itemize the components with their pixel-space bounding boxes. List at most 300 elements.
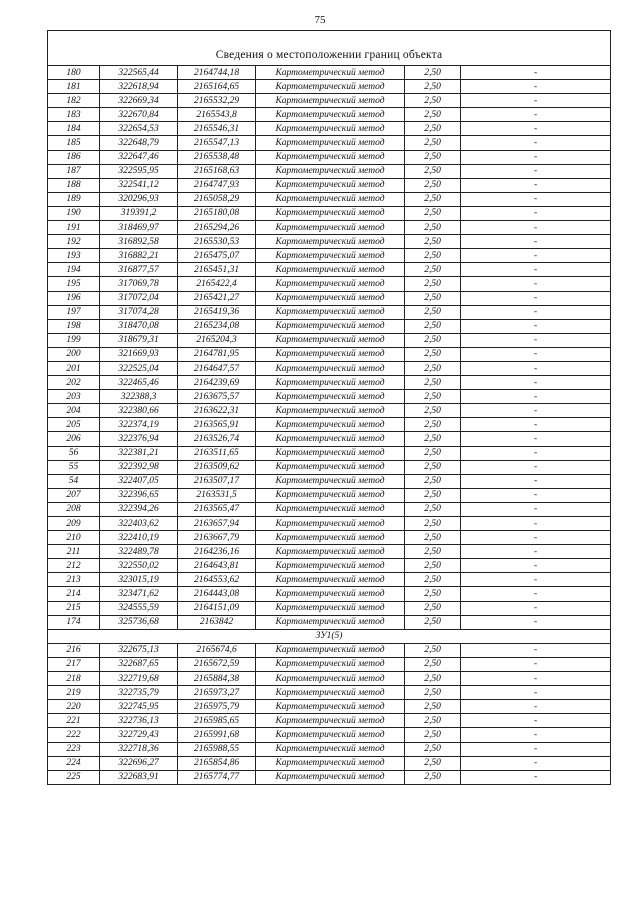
point-number-cell: 196: [48, 291, 100, 305]
point-number-cell: 199: [48, 333, 100, 347]
x-coordinate-cell: 322729,43: [100, 728, 178, 742]
y-coordinate-cell: 2165532,29: [178, 94, 256, 108]
x-coordinate-cell: 322696,27: [100, 756, 178, 770]
table-row: [48, 136, 611, 150]
y-coordinate-cell: 2165543,8: [178, 108, 256, 122]
table-title: Сведения о местоположении границ объекта: [48, 31, 611, 66]
precision-cell: 2,50: [405, 164, 461, 178]
method-cell: Картометрический метод: [256, 94, 405, 108]
precision-cell: 2,50: [405, 390, 461, 404]
y-coordinate-cell: 2165421,27: [178, 291, 256, 305]
y-coordinate-cell: 2165451,31: [178, 263, 256, 277]
point-number-cell: 55: [48, 460, 100, 474]
x-coordinate-cell: 322654,53: [100, 122, 178, 136]
table-row: [48, 263, 611, 277]
x-coordinate-cell: 317074,28: [100, 305, 178, 319]
method-cell: Картометрический метод: [256, 319, 405, 333]
description-cell: -: [461, 601, 611, 615]
description-cell: -: [461, 418, 611, 432]
precision-cell: 2,50: [405, 531, 461, 545]
table-row: [48, 531, 611, 545]
description-cell: -: [461, 164, 611, 178]
precision-cell: 2,50: [405, 545, 461, 559]
table-row: [48, 277, 611, 291]
section-row: [48, 629, 611, 643]
table-row: [48, 108, 611, 122]
point-number-cell: 192: [48, 235, 100, 249]
description-cell: -: [461, 347, 611, 361]
table-row: [48, 122, 611, 136]
x-coordinate-cell: 322595,95: [100, 164, 178, 178]
x-coordinate-cell: 322403,62: [100, 517, 178, 531]
x-coordinate-cell: 322618,94: [100, 80, 178, 94]
boundary-table-container: [47, 30, 610, 785]
table-row: [48, 150, 611, 164]
method-cell: Картометрический метод: [256, 347, 405, 361]
precision-cell: 2,50: [405, 66, 461, 80]
point-number-cell: 205: [48, 418, 100, 432]
description-cell: -: [461, 192, 611, 206]
x-coordinate-cell: 322736,13: [100, 714, 178, 728]
description-cell: -: [461, 460, 611, 474]
description-cell: -: [461, 94, 611, 108]
y-coordinate-cell: 2165973,27: [178, 686, 256, 700]
boundary-points-table: [47, 30, 611, 785]
method-cell: Картометрический метод: [256, 66, 405, 80]
y-coordinate-cell: 2165774,77: [178, 770, 256, 784]
x-coordinate-cell: 323015,19: [100, 573, 178, 587]
table-row: [48, 376, 611, 390]
description-cell: -: [461, 122, 611, 136]
table-row: [48, 502, 611, 516]
precision-cell: 2,50: [405, 615, 461, 629]
y-coordinate-cell: 2164443,08: [178, 587, 256, 601]
precision-cell: 2,50: [405, 770, 461, 784]
description-cell: -: [461, 686, 611, 700]
x-coordinate-cell: 322565,44: [100, 66, 178, 80]
method-cell: Картометрический метод: [256, 235, 405, 249]
description-cell: -: [461, 573, 611, 587]
method-cell: Картометрический метод: [256, 418, 405, 432]
description-cell: -: [461, 700, 611, 714]
y-coordinate-cell: 2163526,74: [178, 432, 256, 446]
y-coordinate-cell: 2164553,62: [178, 573, 256, 587]
y-coordinate-cell: 2163667,79: [178, 531, 256, 545]
method-cell: Картометрический метод: [256, 150, 405, 164]
description-cell: -: [461, 488, 611, 502]
point-number-cell: 208: [48, 502, 100, 516]
description-cell: -: [461, 305, 611, 319]
x-coordinate-cell: 322376,94: [100, 432, 178, 446]
point-number-cell: 187: [48, 164, 100, 178]
x-coordinate-cell: 322669,34: [100, 94, 178, 108]
y-coordinate-cell: 2165419,36: [178, 305, 256, 319]
y-coordinate-cell: 2163657,94: [178, 517, 256, 531]
method-cell: Картометрический метод: [256, 432, 405, 446]
x-coordinate-cell: 322410,19: [100, 531, 178, 545]
y-coordinate-cell: 2165164,65: [178, 80, 256, 94]
method-cell: Картометрический метод: [256, 488, 405, 502]
x-coordinate-cell: 321669,93: [100, 347, 178, 361]
point-number-cell: 217: [48, 657, 100, 671]
description-cell: -: [461, 615, 611, 629]
precision-cell: 2,50: [405, 263, 461, 277]
method-cell: Картометрический метод: [256, 122, 405, 136]
y-coordinate-cell: 2163511,65: [178, 446, 256, 460]
description-cell: -: [461, 291, 611, 305]
description-cell: -: [461, 333, 611, 347]
point-number-cell: 174: [48, 615, 100, 629]
table-row: [48, 573, 611, 587]
method-cell: Картометрический метод: [256, 305, 405, 319]
description-cell: -: [461, 770, 611, 784]
y-coordinate-cell: 2165674,6: [178, 643, 256, 657]
method-cell: Картометрический метод: [256, 108, 405, 122]
y-coordinate-cell: 2163565,91: [178, 418, 256, 432]
y-coordinate-cell: 2165180,08: [178, 206, 256, 220]
table-row: [48, 714, 611, 728]
x-coordinate-cell: 317069,78: [100, 277, 178, 291]
y-coordinate-cell: 2163622,31: [178, 404, 256, 418]
description-cell: -: [461, 178, 611, 192]
precision-cell: 2,50: [405, 657, 461, 671]
precision-cell: 2,50: [405, 235, 461, 249]
table-row: [48, 347, 611, 361]
x-coordinate-cell: 322647,46: [100, 150, 178, 164]
table-row: [48, 559, 611, 573]
precision-cell: 2,50: [405, 319, 461, 333]
method-cell: Картометрический метод: [256, 206, 405, 220]
precision-cell: 2,50: [405, 108, 461, 122]
description-cell: -: [461, 559, 611, 573]
method-cell: Картометрический метод: [256, 502, 405, 516]
x-coordinate-cell: 322374,19: [100, 418, 178, 432]
description-cell: -: [461, 108, 611, 122]
point-number-cell: 181: [48, 80, 100, 94]
x-coordinate-cell: 324555,59: [100, 601, 178, 615]
table-row: [48, 206, 611, 220]
x-coordinate-cell: 322735,79: [100, 686, 178, 700]
x-coordinate-cell: 322675,13: [100, 643, 178, 657]
x-coordinate-cell: 322465,46: [100, 376, 178, 390]
precision-cell: 2,50: [405, 418, 461, 432]
description-cell: -: [461, 361, 611, 375]
point-number-cell: 204: [48, 404, 100, 418]
point-number-cell: 224: [48, 756, 100, 770]
point-number-cell: 222: [48, 728, 100, 742]
method-cell: Картометрический метод: [256, 164, 405, 178]
description-cell: -: [461, 474, 611, 488]
method-cell: Картометрический метод: [256, 361, 405, 375]
precision-cell: 2,50: [405, 150, 461, 164]
y-coordinate-cell: 2163509,62: [178, 460, 256, 474]
x-coordinate-cell: 322525,04: [100, 361, 178, 375]
point-number-cell: 183: [48, 108, 100, 122]
y-coordinate-cell: 2165991,68: [178, 728, 256, 742]
description-cell: -: [461, 390, 611, 404]
description-cell: -: [461, 277, 611, 291]
precision-cell: 2,50: [405, 756, 461, 770]
precision-cell: 2,50: [405, 601, 461, 615]
title-row: [48, 31, 611, 66]
y-coordinate-cell: 2163507,17: [178, 474, 256, 488]
y-coordinate-cell: 2165294,26: [178, 221, 256, 235]
description-cell: -: [461, 235, 611, 249]
point-number-cell: 221: [48, 714, 100, 728]
y-coordinate-cell: 2165530,53: [178, 235, 256, 249]
table-row: [48, 545, 611, 559]
table-row: [48, 305, 611, 319]
point-number-cell: 182: [48, 94, 100, 108]
y-coordinate-cell: 2165985,65: [178, 714, 256, 728]
method-cell: Картометрический метод: [256, 263, 405, 277]
x-coordinate-cell: 322407,05: [100, 474, 178, 488]
y-coordinate-cell: 2165234,08: [178, 319, 256, 333]
point-number-cell: 197: [48, 305, 100, 319]
point-number-cell: 218: [48, 672, 100, 686]
point-number-cell: 191: [48, 221, 100, 235]
y-coordinate-cell: 2164239,69: [178, 376, 256, 390]
y-coordinate-cell: 2164744,18: [178, 66, 256, 80]
point-number-cell: 194: [48, 263, 100, 277]
method-cell: Картометрический метод: [256, 192, 405, 206]
table-row: [48, 587, 611, 601]
method-cell: Картометрический метод: [256, 615, 405, 629]
precision-cell: 2,50: [405, 305, 461, 319]
x-coordinate-cell: 322381,21: [100, 446, 178, 460]
y-coordinate-cell: 2165547,13: [178, 136, 256, 150]
point-number-cell: 203: [48, 390, 100, 404]
precision-cell: 2,50: [405, 80, 461, 94]
x-coordinate-cell: 318470,08: [100, 319, 178, 333]
method-cell: Картометрический метод: [256, 756, 405, 770]
precision-cell: 2,50: [405, 206, 461, 220]
y-coordinate-cell: 2165058,29: [178, 192, 256, 206]
y-coordinate-cell: 2165854,86: [178, 756, 256, 770]
x-coordinate-cell: 320296,93: [100, 192, 178, 206]
table-row: [48, 643, 611, 657]
description-cell: -: [461, 643, 611, 657]
x-coordinate-cell: 322719,68: [100, 672, 178, 686]
y-coordinate-cell: 2164747,93: [178, 178, 256, 192]
table-body: [48, 31, 611, 785]
method-cell: Картометрический метод: [256, 390, 405, 404]
description-cell: -: [461, 319, 611, 333]
x-coordinate-cell: 322718,36: [100, 742, 178, 756]
description-cell: -: [461, 672, 611, 686]
precision-cell: 2,50: [405, 686, 461, 700]
x-coordinate-cell: 322683,91: [100, 770, 178, 784]
point-number-cell: 190: [48, 206, 100, 220]
precision-cell: 2,50: [405, 742, 461, 756]
method-cell: Картометрический метод: [256, 136, 405, 150]
precision-cell: 2,50: [405, 404, 461, 418]
y-coordinate-cell: 2165538,48: [178, 150, 256, 164]
x-coordinate-cell: 322396,65: [100, 488, 178, 502]
point-number-cell: 56: [48, 446, 100, 460]
method-cell: Картометрический метод: [256, 601, 405, 615]
method-cell: Картометрический метод: [256, 643, 405, 657]
description-cell: -: [461, 517, 611, 531]
point-number-cell: 189: [48, 192, 100, 206]
table-row: [48, 390, 611, 404]
method-cell: Картометрический метод: [256, 333, 405, 347]
point-number-cell: 202: [48, 376, 100, 390]
table-row: [48, 94, 611, 108]
method-cell: Картометрический метод: [256, 686, 405, 700]
point-number-cell: 195: [48, 277, 100, 291]
method-cell: Картометрический метод: [256, 728, 405, 742]
description-cell: -: [461, 714, 611, 728]
y-coordinate-cell: 2165204,3: [178, 333, 256, 347]
table-row: [48, 249, 611, 263]
precision-cell: 2,50: [405, 559, 461, 573]
precision-cell: 2,50: [405, 573, 461, 587]
precision-cell: 2,50: [405, 221, 461, 235]
table-row: [48, 460, 611, 474]
point-number-cell: 54: [48, 474, 100, 488]
method-cell: Картометрический метод: [256, 700, 405, 714]
method-cell: Картометрический метод: [256, 221, 405, 235]
point-number-cell: 201: [48, 361, 100, 375]
method-cell: Картометрический метод: [256, 277, 405, 291]
x-coordinate-cell: 318679,31: [100, 333, 178, 347]
x-coordinate-cell: 316892,58: [100, 235, 178, 249]
table-row: [48, 657, 611, 671]
description-cell: -: [461, 728, 611, 742]
precision-cell: 2,50: [405, 291, 461, 305]
page-number: 75: [314, 14, 326, 26]
x-coordinate-cell: 322648,79: [100, 136, 178, 150]
x-coordinate-cell: 319391,2: [100, 206, 178, 220]
precision-cell: 2,50: [405, 277, 461, 291]
table-row: [48, 672, 611, 686]
y-coordinate-cell: 2164647,57: [178, 361, 256, 375]
x-coordinate-cell: 322388,3: [100, 390, 178, 404]
table-row: [48, 488, 611, 502]
precision-cell: 2,50: [405, 249, 461, 263]
table-row: [48, 361, 611, 375]
y-coordinate-cell: 2163842: [178, 615, 256, 629]
precision-cell: 2,50: [405, 517, 461, 531]
point-number-cell: 188: [48, 178, 100, 192]
precision-cell: 2,50: [405, 643, 461, 657]
table-row: [48, 80, 611, 94]
precision-cell: 2,50: [405, 122, 461, 136]
y-coordinate-cell: 2163675,57: [178, 390, 256, 404]
table-row: [48, 404, 611, 418]
point-number-cell: 215: [48, 601, 100, 615]
method-cell: Картометрический метод: [256, 404, 405, 418]
precision-cell: 2,50: [405, 460, 461, 474]
method-cell: Картометрический метод: [256, 573, 405, 587]
x-coordinate-cell: 318469,97: [100, 221, 178, 235]
precision-cell: 2,50: [405, 361, 461, 375]
method-cell: Картометрический метод: [256, 291, 405, 305]
y-coordinate-cell: 2164151,09: [178, 601, 256, 615]
precision-cell: 2,50: [405, 333, 461, 347]
table-row: [48, 221, 611, 235]
table-row: [48, 178, 611, 192]
point-number-cell: 184: [48, 122, 100, 136]
point-number-cell: 207: [48, 488, 100, 502]
point-number-cell: 198: [48, 319, 100, 333]
point-number-cell: 219: [48, 686, 100, 700]
description-cell: -: [461, 263, 611, 277]
description-cell: -: [461, 249, 611, 263]
section-label: ЗУ1(5): [48, 629, 611, 643]
table-row: [48, 517, 611, 531]
description-cell: -: [461, 587, 611, 601]
y-coordinate-cell: 2165884,38: [178, 672, 256, 686]
x-coordinate-cell: 325736,68: [100, 615, 178, 629]
method-cell: Картометрический метод: [256, 531, 405, 545]
description-cell: -: [461, 150, 611, 164]
method-cell: Картометрический метод: [256, 178, 405, 192]
method-cell: Картометрический метод: [256, 742, 405, 756]
x-coordinate-cell: 316882,21: [100, 249, 178, 263]
table-row: [48, 291, 611, 305]
description-cell: -: [461, 502, 611, 516]
description-cell: -: [461, 657, 611, 671]
x-coordinate-cell: 322541,12: [100, 178, 178, 192]
point-number-cell: 210: [48, 531, 100, 545]
description-cell: -: [461, 545, 611, 559]
description-cell: -: [461, 136, 611, 150]
x-coordinate-cell: 322745,95: [100, 700, 178, 714]
point-number-cell: 225: [48, 770, 100, 784]
x-coordinate-cell: 322392,98: [100, 460, 178, 474]
precision-cell: 2,50: [405, 672, 461, 686]
precision-cell: 2,50: [405, 432, 461, 446]
table-row: [48, 686, 611, 700]
description-cell: -: [461, 376, 611, 390]
point-number-cell: 220: [48, 700, 100, 714]
table-row: [48, 66, 611, 80]
precision-cell: 2,50: [405, 488, 461, 502]
point-number-cell: 213: [48, 573, 100, 587]
precision-cell: 2,50: [405, 192, 461, 206]
table-row: [48, 333, 611, 347]
method-cell: Картометрический метод: [256, 517, 405, 531]
point-number-cell: 212: [48, 559, 100, 573]
method-cell: Картометрический метод: [256, 714, 405, 728]
table-row: [48, 432, 611, 446]
y-coordinate-cell: 2163531,5: [178, 488, 256, 502]
method-cell: Картометрический метод: [256, 80, 405, 94]
precision-cell: 2,50: [405, 587, 461, 601]
precision-cell: 2,50: [405, 446, 461, 460]
y-coordinate-cell: 2164781,95: [178, 347, 256, 361]
point-number-cell: 200: [48, 347, 100, 361]
table-row: [48, 756, 611, 770]
point-number-cell: 180: [48, 66, 100, 80]
y-coordinate-cell: 2165975,79: [178, 700, 256, 714]
x-coordinate-cell: 316877,57: [100, 263, 178, 277]
method-cell: Картометрический метод: [256, 249, 405, 263]
method-cell: Картометрический метод: [256, 559, 405, 573]
description-cell: -: [461, 80, 611, 94]
point-number-cell: 214: [48, 587, 100, 601]
point-number-cell: 185: [48, 136, 100, 150]
y-coordinate-cell: 2165988,55: [178, 742, 256, 756]
description-cell: -: [461, 742, 611, 756]
y-coordinate-cell: 2164643,81: [178, 559, 256, 573]
description-cell: -: [461, 404, 611, 418]
x-coordinate-cell: 322489,78: [100, 545, 178, 559]
description-cell: -: [461, 206, 611, 220]
y-coordinate-cell: 2163565,47: [178, 502, 256, 516]
